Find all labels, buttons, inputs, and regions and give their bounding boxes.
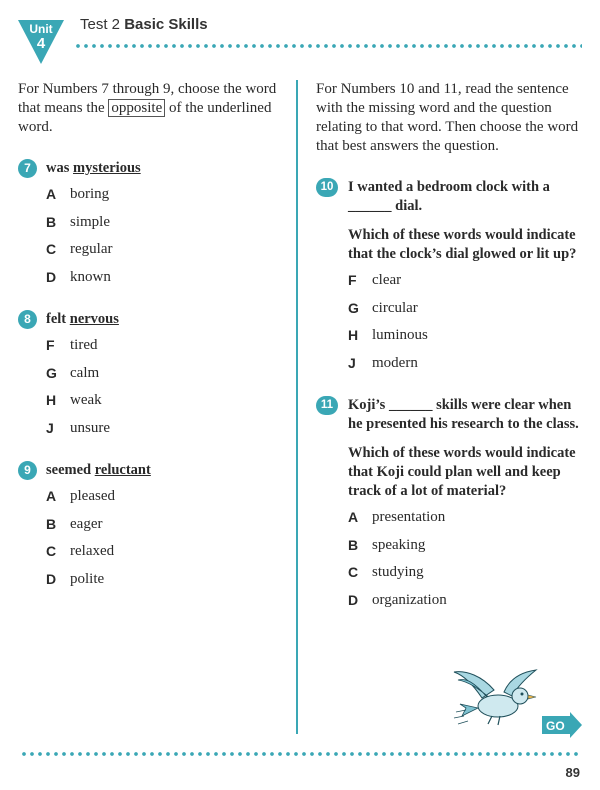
option-text: presentation <box>372 509 446 525</box>
answer-options <box>18 186 280 296</box>
option-text: studying <box>372 564 424 580</box>
answer-options <box>316 272 582 382</box>
left-column <box>18 80 280 612</box>
option-letter: F <box>46 337 55 353</box>
unit-label: Unit <box>29 22 53 36</box>
question-10 <box>316 178 582 382</box>
question-stem <box>18 461 280 480</box>
option-letter: A <box>46 186 57 202</box>
page-number: 89 <box>565 765 580 780</box>
question-number-badge: 10 <box>316 178 338 197</box>
answer-option[interactable] <box>348 272 582 300</box>
unit-number: 4 <box>36 35 46 52</box>
stem-prefix: seemed <box>46 462 95 478</box>
left-instructions-part1: For Numbers 7 through 9, choose the word that means the <box>18 81 277 116</box>
opposite-boxed-word: opposite <box>108 99 165 117</box>
question-stem <box>18 310 280 329</box>
answer-options <box>18 337 280 447</box>
question-number-badge: 11 <box>316 396 338 415</box>
option-letter: B <box>348 536 359 553</box>
left-instructions-part2: of the underlined word. <box>18 100 272 135</box>
option-letter: C <box>46 543 57 559</box>
answer-option[interactable] <box>46 241 280 269</box>
answer-option[interactable] <box>348 509 582 537</box>
option-text: organization <box>372 591 447 608</box>
answer-option[interactable] <box>348 537 582 565</box>
answer-option[interactable] <box>46 571 280 599</box>
answer-option[interactable] <box>46 269 280 297</box>
question-sentence: Koji’s ______ skills were clear when he presented his research to the class. <box>348 397 579 432</box>
option-letter: D <box>46 268 57 285</box>
underlined-word: nervous <box>69 311 119 327</box>
question-9 <box>18 461 280 598</box>
go-label: GO <box>546 719 565 733</box>
option-text: circular <box>372 299 418 316</box>
option-letter: F <box>348 272 357 288</box>
question-stem <box>18 159 280 178</box>
option-text: calm <box>70 364 100 381</box>
question-number-badge: 9 <box>18 461 37 480</box>
option-text: tired <box>70 337 98 353</box>
option-text: known <box>70 268 111 285</box>
option-letter: B <box>46 213 57 230</box>
answer-option[interactable] <box>348 355 582 383</box>
test-label: Test 2 <box>80 16 121 33</box>
option-text: relaxed <box>70 543 115 559</box>
answer-option[interactable] <box>46 392 280 420</box>
answer-option[interactable] <box>348 564 582 592</box>
answer-option[interactable] <box>46 543 280 571</box>
option-letter: D <box>348 591 359 608</box>
section-title: Basic Skills <box>124 16 208 33</box>
option-text: eager <box>70 515 103 532</box>
header-dotted-rule <box>74 44 582 48</box>
answer-option[interactable] <box>46 186 280 214</box>
question-sentence: I wanted a bedroom clock with a ______ dial. <box>348 179 550 214</box>
unit-badge <box>18 18 64 64</box>
option-text: boring <box>70 186 110 202</box>
answer-option[interactable] <box>348 327 582 355</box>
question-11 <box>316 396 582 619</box>
answer-option[interactable] <box>46 337 280 365</box>
option-text: polite <box>70 570 105 587</box>
option-letter: A <box>46 488 57 504</box>
option-text: speaking <box>372 536 426 553</box>
underlined-word: mysterious <box>73 160 141 176</box>
stem-prefix: was <box>46 160 73 176</box>
answer-option[interactable] <box>46 488 280 516</box>
option-text: pleased <box>70 488 115 504</box>
answer-option[interactable] <box>348 592 582 620</box>
option-text: clear <box>372 272 402 288</box>
question-7 <box>18 159 280 296</box>
option-text: regular <box>70 241 113 257</box>
option-letter: D <box>46 570 57 587</box>
option-letter: H <box>46 392 57 408</box>
answer-option[interactable] <box>46 420 280 448</box>
answer-options <box>18 488 280 598</box>
question-number-badge: 8 <box>18 310 37 329</box>
answer-option[interactable] <box>348 300 582 328</box>
right-column <box>316 80 582 633</box>
option-letter: G <box>46 364 57 381</box>
underlined-word: reluctant <box>94 462 151 478</box>
option-letter: C <box>348 564 359 580</box>
option-text: modern <box>372 354 418 371</box>
answer-option[interactable] <box>46 516 280 544</box>
question-number-badge: 7 <box>18 159 37 178</box>
option-letter: J <box>348 354 356 371</box>
page-title <box>80 16 208 33</box>
option-letter: B <box>46 515 57 532</box>
stem-prefix: felt <box>46 311 70 327</box>
option-letter: A <box>348 509 359 525</box>
answer-option[interactable] <box>46 214 280 242</box>
question-prompt: Which of these words would indicate that Koji could plan well and keep track of a lot of material? <box>348 445 576 499</box>
question-8 <box>18 310 280 447</box>
option-letter: H <box>348 327 359 343</box>
answer-options <box>316 509 582 619</box>
column-divider <box>296 80 298 734</box>
option-letter: C <box>46 241 57 257</box>
option-text: unsure <box>70 419 110 436</box>
option-text: weak <box>70 392 102 408</box>
option-text: luminous <box>372 327 428 343</box>
option-letter: G <box>348 299 359 316</box>
option-letter: J <box>46 419 54 436</box>
left-instructions <box>18 80 280 137</box>
question-prompt: Which of these words would indicate that the clock’s dial glowed or lit up? <box>348 227 577 262</box>
footer-dotted-rule <box>20 752 582 756</box>
right-instructions: For Numbers 10 and 11, read the sentence with the missing word and the question relating to that word. Then choose the word that best answers the question. <box>316 81 579 154</box>
option-text: simple <box>70 213 110 230</box>
answer-option[interactable] <box>46 365 280 393</box>
